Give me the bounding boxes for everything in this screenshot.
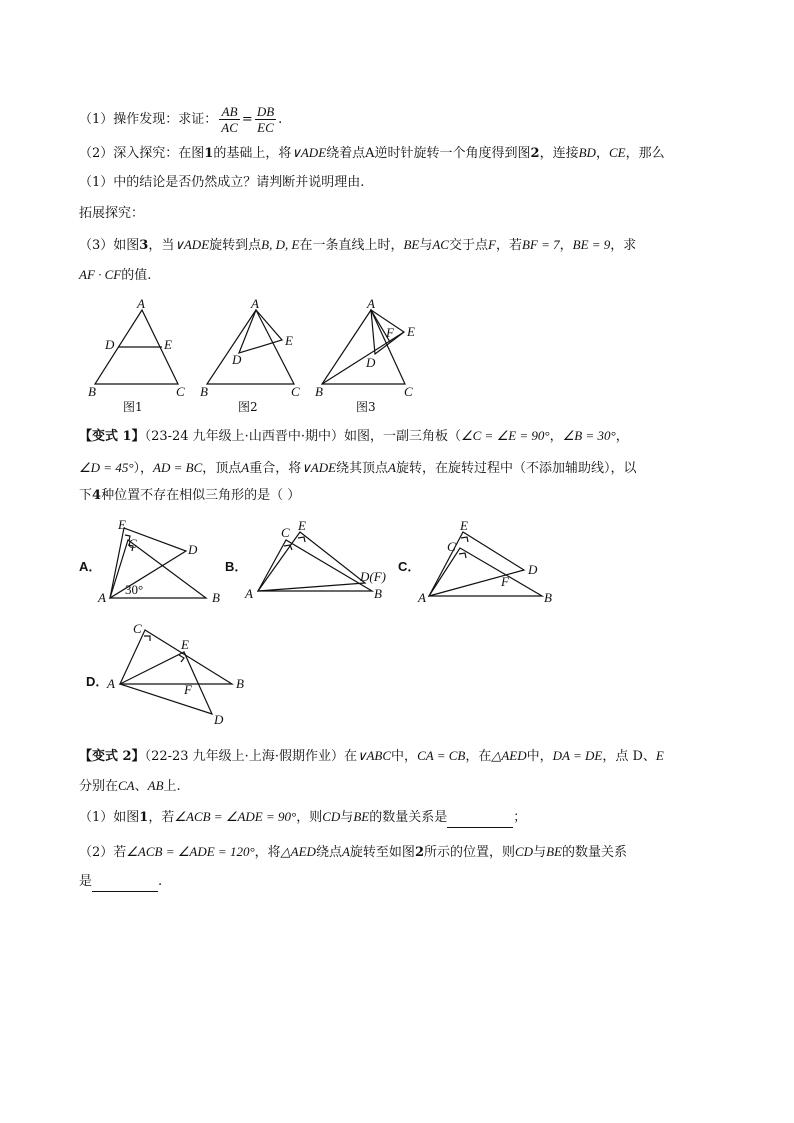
variant2-math: △AED <box>280 844 316 859</box>
q3-text: 旋转到点 <box>209 238 262 253</box>
variant2-math: ∨ABC <box>356 748 392 763</box>
opt-b-label: B <box>374 586 382 601</box>
fraction-db-ec: $\frac{DB}{EC}$ <box>256 104 275 135</box>
variant1-text: ， <box>615 429 629 444</box>
variant2-text: ，则 <box>296 810 323 825</box>
opt-d-label: B <box>236 676 244 691</box>
q3-fig-num: 3 <box>139 238 149 253</box>
variant2-seg: CA <box>118 778 135 793</box>
opt-d-label: E <box>181 637 189 652</box>
q3-text: ，求 <box>610 238 637 253</box>
option-d-figure-wrap <box>80 622 380 732</box>
q3-text: 的值. <box>121 268 152 283</box>
variant1-text: ，顶点 <box>202 461 242 476</box>
q3-seg: AC <box>432 237 449 252</box>
fraction-ab-ac: $\frac{AB}{AC}$ <box>221 104 238 135</box>
fig1-caption: 图1 <box>123 400 143 414</box>
q3-text: 与 <box>419 238 433 253</box>
variant2-text: 是 <box>79 874 93 889</box>
opt-c-label: B <box>544 590 552 605</box>
variant1-text: 重合，将 <box>249 461 302 476</box>
q3-text: ，当 <box>148 238 175 253</box>
figure-1 <box>88 296 185 414</box>
variant2-text: （2）若 <box>79 845 127 860</box>
variant2-part2 <box>79 843 627 862</box>
opt-c-right-angle-c <box>459 553 466 558</box>
variant2-text: （1）如图 <box>79 810 140 825</box>
variant2-line2 <box>79 777 181 796</box>
variant2-text: ，点 D、 <box>602 749 656 764</box>
q3-expr: BE = 9 <box>572 237 611 252</box>
option-a-figure[interactable] <box>97 518 220 605</box>
variant2-text: 、 <box>134 779 148 794</box>
q3-points: B, D, E <box>261 237 300 252</box>
q3-text: ， <box>559 238 573 253</box>
variant2-fig-num: 2 <box>414 845 424 860</box>
opt-b-right-angle-e <box>298 537 305 542</box>
opt-b-label: C <box>281 525 290 540</box>
fig3-label: C <box>404 384 413 399</box>
opt-c-triangle-abc <box>429 548 542 596</box>
q1-line <box>79 104 282 135</box>
variant2-text: 旋转至如图 <box>349 845 415 860</box>
option-b-label[interactable]: B． <box>225 559 248 574</box>
variant2-text: 的数量关系是 <box>369 810 448 825</box>
opt-d-right-angle-e <box>179 655 184 662</box>
variant1-tag: 【变式 1】 <box>79 429 145 444</box>
variant1-text: ， <box>549 429 563 444</box>
variant2-seg: BE <box>546 844 562 859</box>
q2-text: ， <box>595 146 609 161</box>
variant2-fig-num: 1 <box>139 810 149 825</box>
q3-text: 在一条直线上时， <box>299 238 404 253</box>
variant2-text: ，在 <box>465 749 492 764</box>
variant2-line1 <box>79 747 664 766</box>
fig3-triangle <box>322 310 405 384</box>
variant1-count: 4 <box>92 488 102 503</box>
variant1-math: ∨ADE <box>301 460 337 475</box>
variant2-math: ∠ACB = ∠ADE = 90° <box>174 809 297 824</box>
opt-d-triangle-ade <box>120 652 212 714</box>
opt-a-label: B <box>212 590 220 605</box>
opt-d-right-angle-c <box>144 636 150 641</box>
opt-a-label: 30° <box>125 582 144 597</box>
variant2-text: 中， <box>526 749 553 764</box>
variant2-seg: CD <box>515 844 534 859</box>
opt-d-label: D <box>214 712 224 727</box>
variant1-text: ）， <box>133 461 154 476</box>
option-c-figure[interactable] <box>417 518 552 605</box>
opt-c-label: A <box>418 590 426 605</box>
opt-b-label: E <box>298 518 306 533</box>
opt-a-label: D <box>188 542 198 557</box>
variant2-text: 绕点 <box>315 845 342 860</box>
q1-end: . <box>278 112 283 127</box>
variant2-math: DA = DE <box>552 748 603 763</box>
q3-seg: BE <box>403 237 420 252</box>
fig2-label: B <box>200 384 208 399</box>
fig1-label: E <box>164 337 172 352</box>
variant2-text: 的数量关系 <box>561 845 627 860</box>
opt-c-label: E <box>460 518 468 533</box>
figure-2 <box>200 296 300 414</box>
fig1-label: A <box>137 296 145 311</box>
q3-point: F <box>488 237 496 252</box>
fig2-ade-triangle <box>239 310 282 353</box>
variant2-text: 所示的位置，则 <box>423 845 515 860</box>
variant2-text: ，将 <box>254 845 281 860</box>
variant2-tag: 【变式 2】 <box>79 749 145 764</box>
variant2-text: 中， <box>391 749 418 764</box>
q3-expr: BF = 7 <box>521 237 560 252</box>
opt-c-label: D <box>528 562 538 577</box>
variant2-part2-cont <box>79 873 162 892</box>
opt-d-label: C <box>133 622 142 636</box>
fig2-caption: 图2 <box>238 400 258 414</box>
q2-triangle: ∨ADE <box>291 145 327 160</box>
variant2-text: 在 <box>343 749 357 764</box>
fig1-label: C <box>176 384 185 399</box>
q2-text: 绕着点A逆时针旋转一个角度得到图 <box>326 146 531 161</box>
q3-text: （3）如图 <box>79 238 140 253</box>
q3-text: ，若 <box>495 238 522 253</box>
fig3-caption: 图3 <box>356 400 376 414</box>
fig3-label: A <box>367 296 375 311</box>
opt-b-label: A <box>245 586 253 601</box>
option-a-label[interactable]: A． <box>79 559 102 574</box>
variant1-text: 种位置不存在相似三角形的是（ ） <box>101 488 301 503</box>
opt-a-label: A <box>98 590 106 605</box>
fig2-triangle <box>207 310 294 384</box>
q2-fig-num: 2 <box>530 146 540 161</box>
answer-blank-2[interactable] <box>92 873 158 892</box>
opt-c-label: F <box>501 574 509 589</box>
variant1-text: 下 <box>79 488 93 503</box>
variant1-text: 如图，一副三角板（ <box>343 429 461 444</box>
variant1-math: ∠D = 45° <box>79 460 134 475</box>
q3-expr: AF · CF <box>79 267 122 282</box>
variant2-math: A <box>341 844 350 859</box>
variant1-math: ∠C = ∠E = 90° <box>460 428 550 443</box>
q3-line2 <box>79 266 151 285</box>
option-d-label[interactable]: D． <box>86 674 109 689</box>
variant2-part1 <box>79 808 526 828</box>
q2-text: ，连接 <box>539 146 579 161</box>
q2-seg: CE <box>608 145 626 160</box>
variant1-math: AD = BC <box>153 460 203 475</box>
equals-sign: = <box>241 112 253 127</box>
variant2-text: ； <box>513 810 527 825</box>
q1-prefix: （1）操作发现：求证： <box>79 112 218 127</box>
opt-a-label: E <box>118 518 126 532</box>
variant2-text: 与 <box>340 810 354 825</box>
figure-3 <box>315 296 415 414</box>
opt-b-label: D(F) <box>360 569 386 584</box>
variant1-math: A <box>388 460 396 475</box>
variant1-line2 <box>79 459 637 478</box>
variant2-seg: BE <box>353 809 370 824</box>
variant2-math: ∠ACB = ∠ADE = 120° <box>126 844 255 859</box>
fig2-label: A <box>251 296 259 311</box>
fig1-label: B <box>88 384 96 399</box>
fig3-label: B <box>315 384 323 399</box>
q3-line1 <box>79 236 636 255</box>
q2-seg: BD <box>578 145 596 160</box>
variant1-math: A <box>241 460 250 475</box>
q2-text: ，那么 <box>625 146 665 161</box>
option-d-figure[interactable] <box>106 622 244 727</box>
q3-triangle: ∨ADE <box>174 237 210 252</box>
fig3-label: D <box>366 355 376 370</box>
opt-c-label: C <box>447 539 456 554</box>
variant2-text: 与 <box>533 845 547 860</box>
q2-fig-num: 1 <box>204 146 214 161</box>
variant2-text: . <box>158 874 163 889</box>
option-c-label[interactable]: C． <box>398 559 421 574</box>
q2-text: 的基础上，将 <box>213 146 292 161</box>
variant2-math: △AED <box>491 748 527 763</box>
fig3-label: F <box>386 325 394 340</box>
opt-c-right-angle-e <box>461 537 468 542</box>
variant2-text: ，若 <box>148 810 175 825</box>
extension-title: 拓展探究： <box>79 206 145 221</box>
fig2-label: C <box>291 384 300 399</box>
q2-line1 <box>79 144 665 163</box>
fig3-label: E <box>407 324 415 339</box>
q3-text: 交于点 <box>448 238 488 253</box>
variant2-seg: AB <box>147 778 164 793</box>
opt-d-label: F <box>184 682 192 697</box>
opt-a-label: C <box>128 536 137 551</box>
variant2-math: CA = CB <box>417 748 466 763</box>
opt-c-triangle-ade <box>429 532 524 596</box>
variant1-text: 绕其顶点 <box>336 461 389 476</box>
variant1-line1 <box>79 427 629 446</box>
q2-text: （2）深入探究：在图 <box>79 146 205 161</box>
option-b-figure[interactable] <box>244 518 386 601</box>
figure-row-1-2-3 <box>0 292 794 422</box>
variant1-math: ∠B = 30° <box>562 428 616 443</box>
variant2-math: E <box>655 748 664 763</box>
variant2-text: 分别在 <box>79 779 119 794</box>
q2-line2: （1）中的结论是否仍然成立？请判断并说明理由. <box>79 175 365 190</box>
option-figures-abc <box>0 518 794 608</box>
variant1-line3 <box>79 487 300 505</box>
variant2-text: 上. <box>163 779 181 794</box>
fig2-label: E <box>285 333 293 348</box>
answer-blank-1[interactable] <box>447 809 513 828</box>
fig1-label: D <box>105 337 115 352</box>
variant2-source: （22-23 九年级上·上海·假期作业） <box>144 749 344 764</box>
variant2-seg: CD <box>322 809 341 824</box>
opt-d-label: A <box>107 676 115 691</box>
variant1-source: （23-24 九年级上·山西晋中·期中） <box>144 429 344 444</box>
fig2-label: D <box>232 352 242 367</box>
variant1-text: 旋转，在旋转过程中（不添加辅助线），以 <box>396 461 637 476</box>
